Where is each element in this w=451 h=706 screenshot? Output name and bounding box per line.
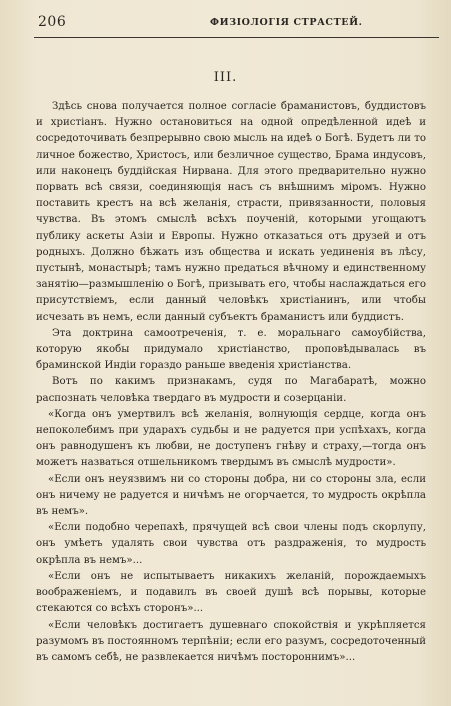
- quote-paragraph: «Если человѣкъ достигаетъ душевнаго спокойствія и укрѣпляется разумомъ въ постоянномъ терпѣніи; если его разумъ, сосредоточенный въ самомъ себѣ, не развлекается ничѣмъ постороннимъ»...: [36, 619, 426, 663]
- running-title: ФИЗІОЛОГІЯ СТРАСТЕЙ.: [210, 17, 363, 28]
- quote-paragraph: «Если онъ неуязвимъ ни со стороны добра, ни со стороны зла, если онъ ничему не радуется и ничѣмъ не огорчается, то мудрость окрѣпла въ немъ».: [36, 473, 426, 518]
- page-number: 206: [38, 14, 67, 30]
- quote-paragraph: «Когда онъ умертвилъ всѣ желанія, волнующія сердце, когда онъ непоколебимъ при ударахъ судьбы и не радуется при успѣхахъ, когда онъ равнодушенъ къ любви, не доступенъ гнѣву и страху,—тогда онъ можетъ назваться отшельникомъ твердымъ въ смыслѣ мудрости».: [36, 408, 426, 469]
- paragraph: Здѣсь снова получается полное согласіе браманистовъ, буддистовъ и христіанъ. Нужно остановиться на одной опредѣленной идеѣ и сосредоточивать безпрерывно свою мысль на идеѣ о Богѣ. Будетъ ли то личное божество, Христосъ, или безличное существо, Брама индусовъ, или наконецъ буддійская Нирвана. Для этого предварительно нужно порвать всѣ связи, соединяющія насъ съ внѣшнимъ міромъ. Нужно поставить крестъ на всѣ желанія, страсти, привязанности, половыя чувства. Въ этомъ смыслѣ всѣхъ поученій, которыми угощаютъ публику аскеты Азіи и Европы. Нужно отказаться отъ друзей и отъ родныхъ. Должно бѣжать изъ общества и искать уединенія въ лѣсу, пустынѣ, монастырѣ; тамъ нужно предаться вѣчному и единственному занятію—размышленію о Богѣ, призывать его, чтобы наслаждаться его присутствіемъ, если данный человѣкъ христіанинъ, или чтобы исчезать въ немъ, если данный субъектъ браманистъ или буддистъ.: [36, 101, 426, 323]
- header-rule: [34, 37, 439, 38]
- section-heading: III.: [213, 70, 238, 85]
- running-head: [38, 14, 431, 32]
- paragraph: Вотъ по какимъ признакамъ, судя по Магабаратѣ, можно распознать человѣка твердаго въ мудрости и созерцаніи.: [36, 376, 426, 404]
- quote-paragraph: «Если подобно черепахѣ, прячущей всѣ свои члены подъ скорлупу, онъ умѣетъ удалять свои чувства отъ раздраженія, то мудрость окрѣпла въ немъ»...: [36, 522, 426, 566]
- paragraph: Эта доктрина самоотреченія, т. е. моральнаго самоубійства, которую якобы придумало христіанство, проповѣдывалась въ браминской Индіи гораздо раньше введенія христіанства.: [36, 327, 426, 372]
- body-text: [36, 99, 426, 666]
- quote-paragraph: «Если онъ не испытываетъ никакихъ желаній, порождаемыхъ воображеніемъ, и подавилъ въ своей душѣ всѣ порывы, которые стекаются со всѣхъ сторонъ»...: [36, 570, 426, 615]
